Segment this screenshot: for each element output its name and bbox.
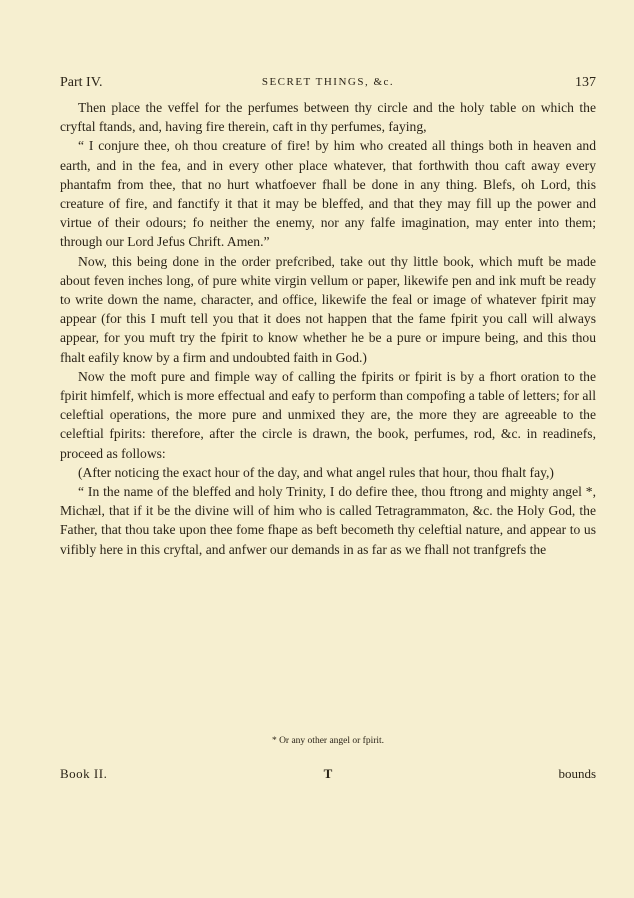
running-head [60, 75, 596, 95]
paragraph: “ In the name of the bleffed and holy Trinity, I do defire thee, thou ftrong and mighty angel *, Michæl, that if it be the divine will of him who is called Tetragrammaton, &c. the Holy God, the Father, that thou take upon thee fome fhape as beft becometh thy celeftial nature, and appear to us vifibly here in this cryftal, and anfwer our demands in as far as we fhall not tranfgrefs the [60, 484, 596, 557]
part-label: Part IV. [60, 75, 103, 90]
running-title: SECRET THINGS, &c. [261, 76, 395, 88]
paragraph: Then place the veffel for the perfumes between thy circle and the holy table on which the cryftal ftands, and, having fire therein, caft in thy perfumes, faying, [60, 100, 596, 135]
page-number: 137 [575, 75, 596, 90]
body-text [60, 98, 596, 559]
signature-letter: T [323, 766, 333, 781]
catchword: bounds [558, 766, 596, 781]
paragraph: “ I conjure thee, oh thou creature of fire! by him who created all things both in heaven and earth, and in the fea, and in every other place whatever, that forthwith thou caft away every phantafm from thee, that no hurt whatfoever fhall be done in any thing. Blefs, oh Lord, this creature of fire, and fanctify it that it may be bleffed, and that they may fill up the power and virtue of their odours; fo neither the enemy, nor any falfe imagination, may enter into them; through our Lord Jefus Chrift. Amen.” [60, 138, 596, 250]
footnote: * Or any other angel or fpirit. [271, 736, 385, 746]
signature-book: Book II. [60, 766, 108, 781]
page-footer [60, 766, 596, 786]
paragraph: Now the moft pure and fimple way of calling the fpirits or fpirit is by a fhort oration to the fpirit himfelf, which is more effectual and eafy to perform than compofing a table of letters; for all celeftial operations, the more pure and unmixed they are, the more they are agreeable to the celeftial fpirits: therefore, after the circle is drawn, the book, perfumes, rod, &c. in readinefs, proceed as follows: [60, 368, 596, 461]
paragraph: (After noticing the exact hour of the day, and what angel rules that hour, thou fhalt fay,) [78, 464, 554, 480]
paragraph: Now, this being done in the order prefcribed, take out thy little book, which muft be made about feven inches long, of pure white virgin vellum or paper, likewife pen and ink muft be ready to write down the name, character, and office, likewife the feal or image of whatever fpirit may appear (for this I muft tell you that it does not happen that the fame fpirit you call will always appear, for you muft try the fpirit to know whether he be a pure or impure being, and this thou fhalt eafily know by a firm and undoubted faith in God.) [60, 253, 596, 365]
